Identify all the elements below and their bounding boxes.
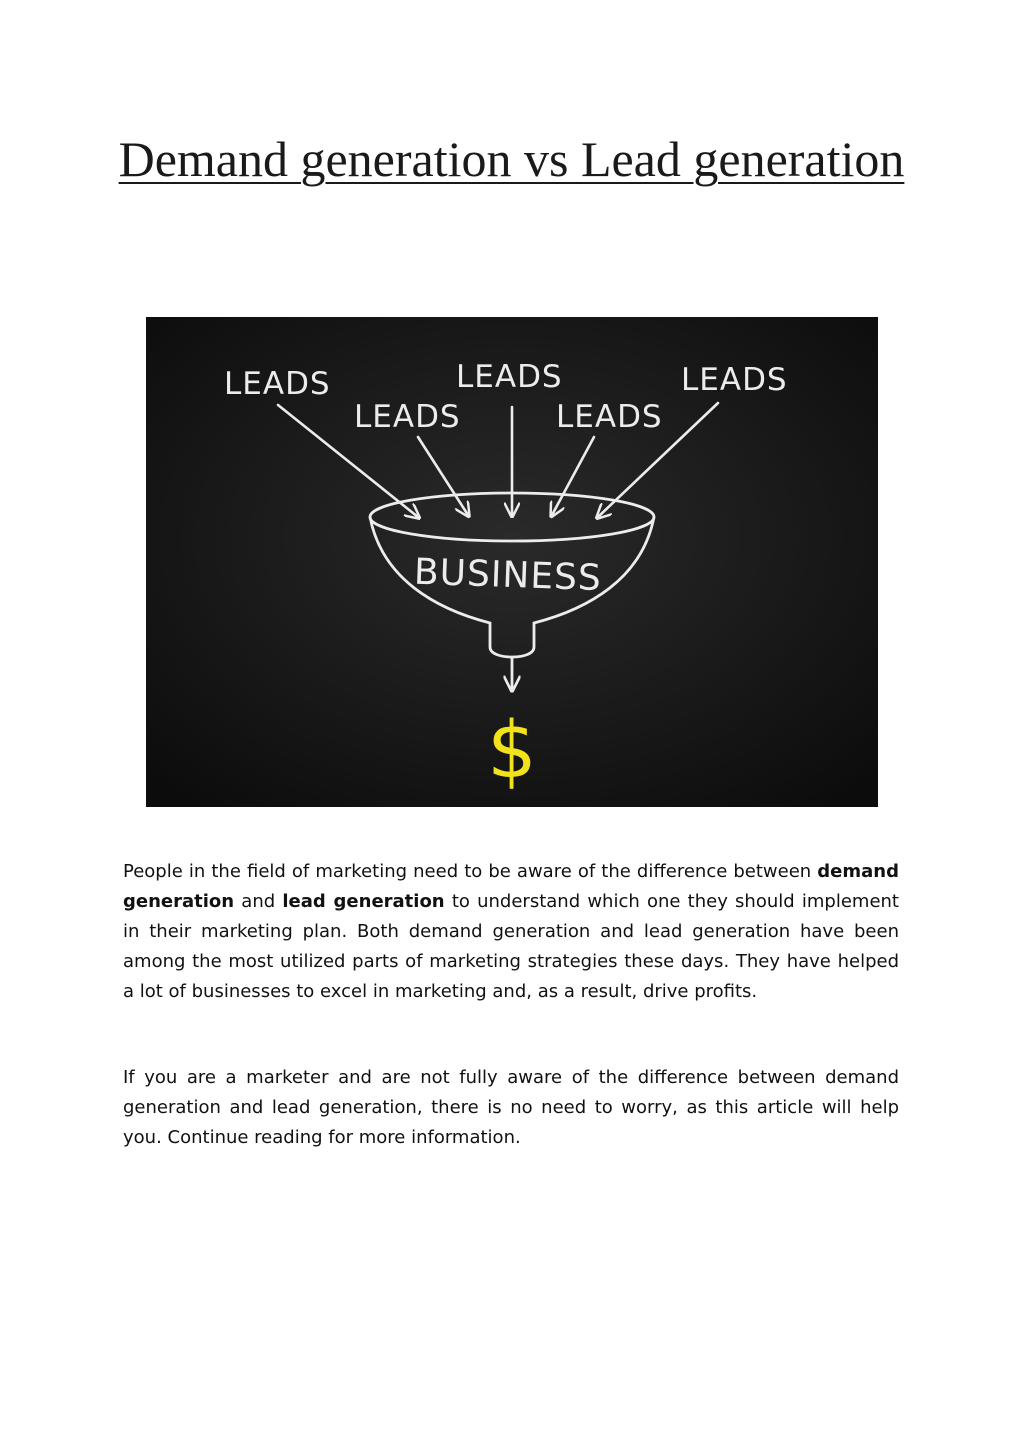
intro-text-3: to understand which one they should implement in their marketing plan. Both demand generation and lead generation have been among the most utilized parts of marketing strategies these days. They have helped a lot of businesses to excel in marketing and, as a result, drive profits. (123, 891, 899, 1002)
intro-paragraph (123, 857, 899, 1007)
second-paragraph: If you are a marketer and are not fully aware of the difference between demand generation and lead generation, there is no need to worry, as this article will help you. Continue reading for more information. (123, 1067, 899, 1148)
page-title-text: Demand generation vs Lead generation (118, 131, 905, 187)
intro-text-1: People in the field of marketing need to be aware of the difference between (123, 861, 818, 882)
leads-label-2: LEADS (456, 359, 563, 395)
leads-label-1: LEADS (224, 366, 331, 402)
dollar-sign: $ (487, 706, 537, 796)
leads-label-5: LEADS (556, 399, 663, 435)
sales-funnel-illustration (146, 317, 878, 807)
demand-generation-term: demand generation (123, 861, 899, 912)
page-title (100, 122, 923, 196)
leads-label-4: LEADS (354, 399, 461, 435)
lead-generation-term: lead generation (282, 891, 445, 912)
business-label: BUSINESS (413, 551, 603, 600)
intro-text-2: and (234, 891, 283, 912)
leads-label-3: LEADS (681, 362, 788, 398)
funnel-chalkboard-graphic (146, 317, 878, 807)
